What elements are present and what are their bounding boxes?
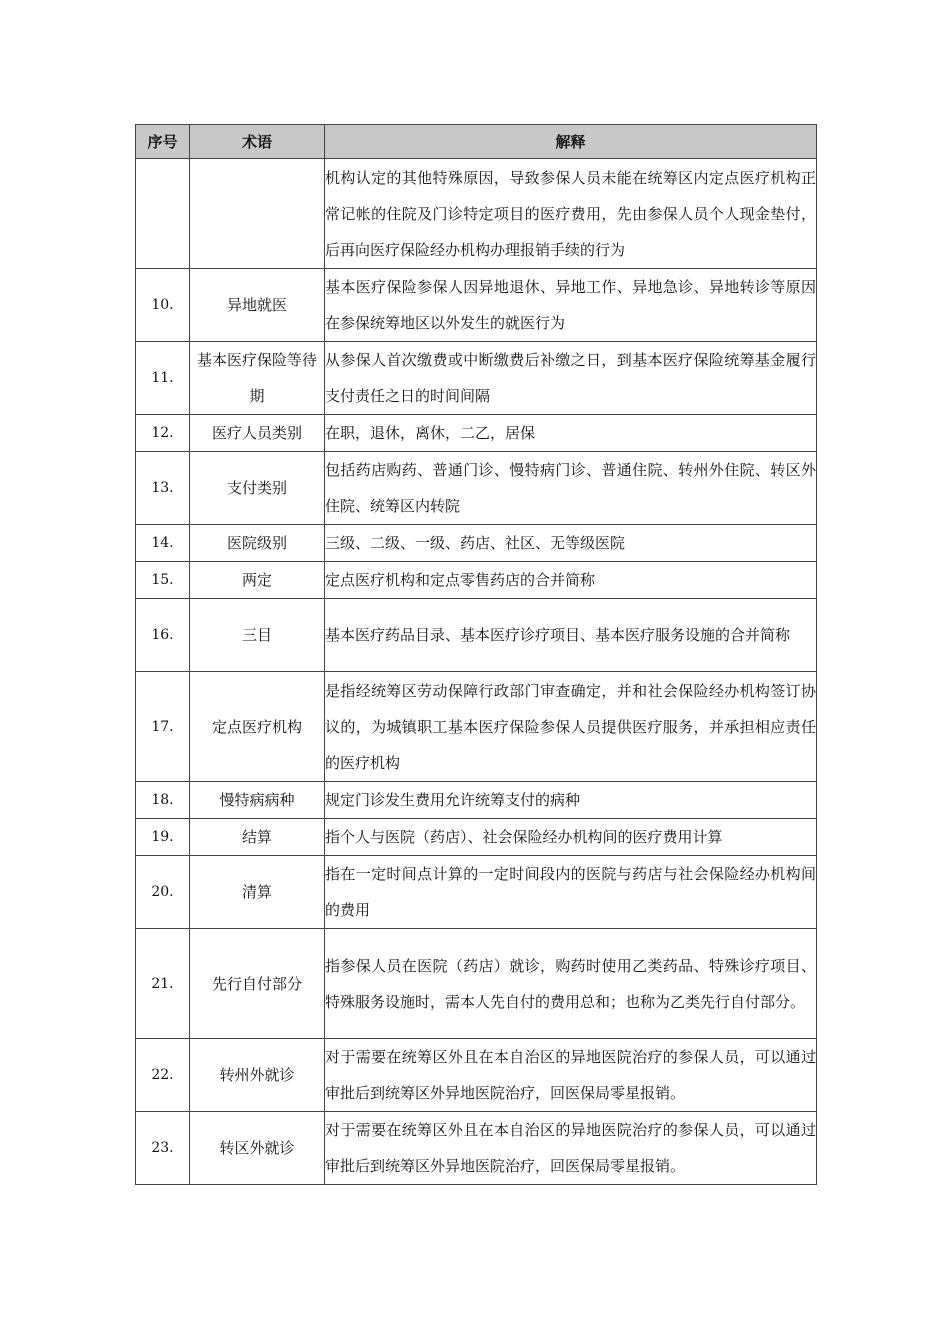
- row-definition: 指参保人员在医院（药店）就诊，购药时使用乙类药品、特殊诊疗项目、特殊服务设施时，需本人先自付的费用总和；也称为乙类先行自付部分。: [325, 929, 817, 1039]
- table-row: [136, 415, 817, 452]
- row-definition: 定点医疗机构和定点零售药店的合并简称: [325, 562, 817, 599]
- terms-table: [135, 124, 817, 1185]
- row-definition: 是指经统筹区劳动保障行政部门审查确定，并和社会保险经办机构签订协议的，为城镇职工基本医疗保险参保人员提供医疗服务，并承担相应责任的医疗机构: [325, 672, 817, 782]
- row-term: 三目: [190, 599, 325, 672]
- header-definition: 解释: [325, 125, 817, 159]
- row-definition: 对于需要在统筹区外且在本自治区的异地医院治疗的参保人员，可以通过审批后到统筹区外异地医院治疗，回医保局零星报销。: [325, 1039, 817, 1112]
- row-number: 19.: [136, 819, 190, 856]
- table-row: [136, 562, 817, 599]
- table-row: [136, 1112, 817, 1185]
- row-term: 先行自付部分: [190, 929, 325, 1039]
- row-number: 12.: [136, 415, 190, 452]
- row-term: 慢特病病种: [190, 782, 325, 819]
- row-definition: 基本医疗保险参保人因异地退休、异地工作、异地急诊、异地转诊等原因在参保统筹地区以外发生的就医行为: [325, 269, 817, 342]
- row-definition: 基本医疗药品目录、基本医疗诊疗项目、基本医疗服务设施的合并简称: [325, 599, 817, 672]
- row-definition: 指在一定时间点计算的一定时间段内的医院与药店与社会保险经办机构间的费用: [325, 856, 817, 929]
- row-term: 清算: [190, 856, 325, 929]
- row-number: 18.: [136, 782, 190, 819]
- row-number: 10.: [136, 269, 190, 342]
- row-definition: 在职，退休，离休，二乙，居保: [325, 415, 817, 452]
- row-term: 医疗人员类别: [190, 415, 325, 452]
- table-row: [136, 159, 817, 269]
- row-number: 15.: [136, 562, 190, 599]
- row-number: 11.: [136, 342, 190, 415]
- table-row: [136, 782, 817, 819]
- table-row: [136, 856, 817, 929]
- row-number: 23.: [136, 1112, 190, 1185]
- row-definition: 规定门诊发生费用允许统筹支付的病种: [325, 782, 817, 819]
- row-number: 16.: [136, 599, 190, 672]
- row-number: 13.: [136, 452, 190, 525]
- row-term: 支付类别: [190, 452, 325, 525]
- row-definition: 从参保人首次缴费或中断缴费后补缴之日，到基本医疗保险统筹基金履行支付责任之日的时间间隔: [325, 342, 817, 415]
- table-row: [136, 819, 817, 856]
- row-definition: 机构认定的其他特殊原因，导致参保人员未能在统筹区内定点医疗机构正常记帐的住院及门诊特定项目的医疗费用，先由参保人员个人现金垫付，后再向医疗保险经办机构办理报销手续的行为: [325, 159, 817, 269]
- header-term: 术语: [190, 125, 325, 159]
- row-definition: 指个人与医院（药店）、社会保险经办机构间的医疗费用计算: [325, 819, 817, 856]
- row-number: 17.: [136, 672, 190, 782]
- table-row: [136, 525, 817, 562]
- table-header-row: [136, 125, 817, 159]
- table-row: [136, 672, 817, 782]
- row-term: 异地就医: [190, 269, 325, 342]
- table-row: [136, 452, 817, 525]
- table-row: [136, 929, 817, 1039]
- table-row: [136, 342, 817, 415]
- row-term: 转区外就诊: [190, 1112, 325, 1185]
- row-term: 转州外就诊: [190, 1039, 325, 1112]
- row-definition: 三级、二级、一级、药店、社区、无等级医院: [325, 525, 817, 562]
- row-number: 14.: [136, 525, 190, 562]
- row-number: 21.: [136, 929, 190, 1039]
- row-number: 20.: [136, 856, 190, 929]
- row-term: 定点医疗机构: [190, 672, 325, 782]
- table-row: [136, 269, 817, 342]
- row-term: 结算: [190, 819, 325, 856]
- table-row: [136, 1039, 817, 1112]
- header-number: 序号: [136, 125, 190, 159]
- row-term: 基本医疗保险等待期: [190, 342, 325, 415]
- row-term: 医院级别: [190, 525, 325, 562]
- row-definition: 包括药店购药、普通门诊、慢特病门诊、普通住院、转州外住院、转区外住院、统筹区内转院: [325, 452, 817, 525]
- row-term: 两定: [190, 562, 325, 599]
- row-term: [190, 159, 325, 269]
- table-row: [136, 599, 817, 672]
- row-number: 22.: [136, 1039, 190, 1112]
- row-definition: 对于需要在统筹区外且在本自治区的异地医院治疗的参保人员，可以通过审批后到统筹区外异地医院治疗，回医保局零星报销。: [325, 1112, 817, 1185]
- row-number: [136, 159, 190, 269]
